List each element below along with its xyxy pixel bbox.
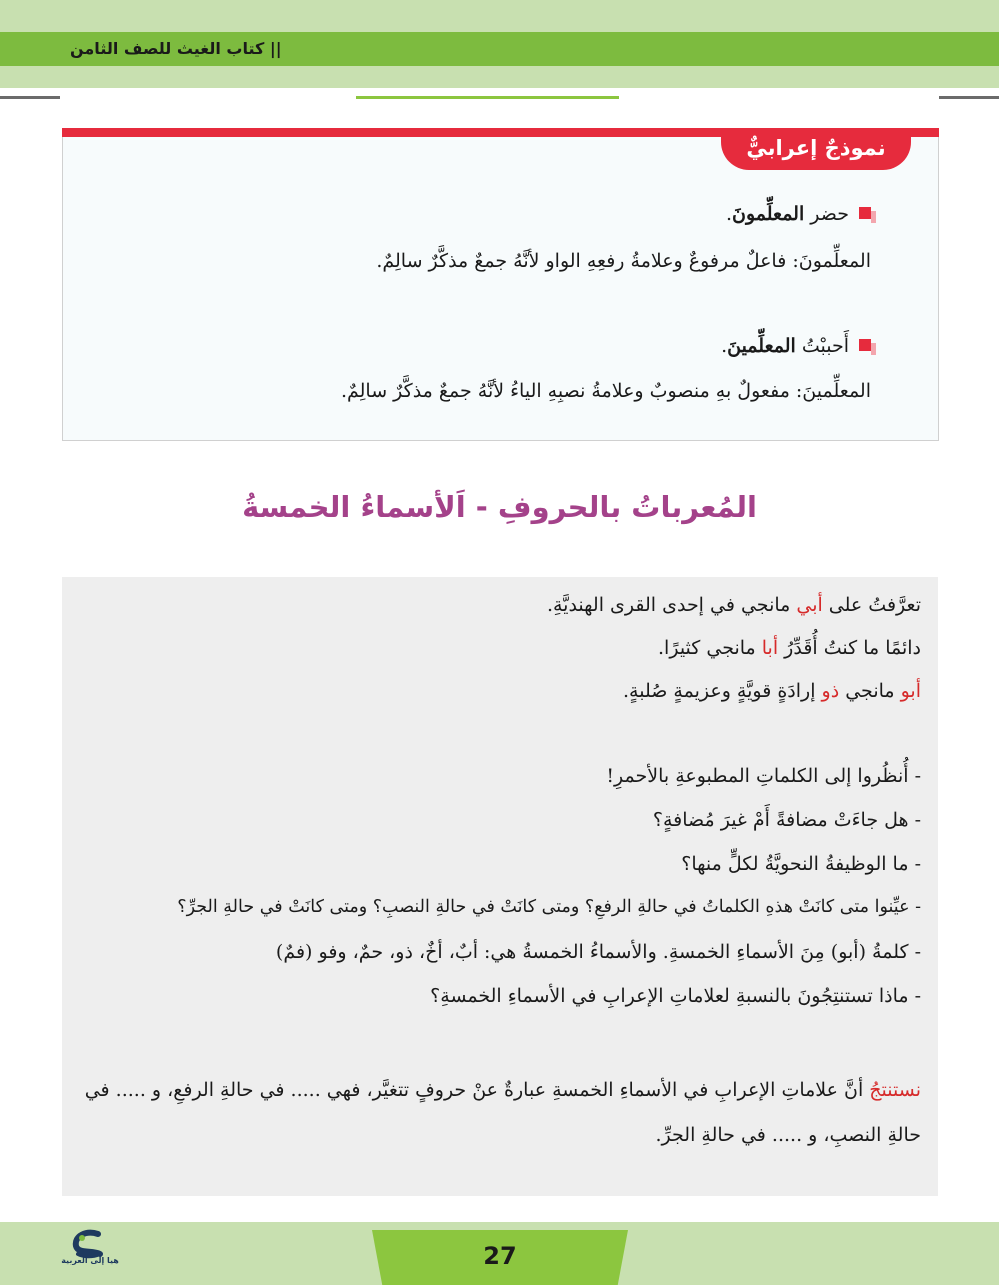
divider-left bbox=[0, 96, 60, 99]
square-bullet-icon bbox=[859, 339, 871, 351]
header-top-band bbox=[0, 0, 999, 32]
section-title: المُعرباتُ بالحروفِ - اَلأسماءُ الخمسةُ bbox=[242, 490, 757, 524]
question-6: - ماذا تستنتِجُونَ بالنسبةِ لعلاماتِ الإعرابِ في الأسماءِ الخمسةِ؟ bbox=[430, 985, 921, 1007]
conclusion-paragraph: نستنتجُ أنَّ علاماتِ الإعرابِ في الأسماءِ الخمسةِ عبارةٌ عنْ حروفٍ تتغيَّر، فهي ..... في حالةِ الرفعِ، و ..... في حالةِ النصبِ، و ..... في حالةِ الجرِّ. bbox=[84, 1079, 921, 1146]
question-3: - ما الوظيفةُ النحويَّةُ لكلٍّ منها؟ bbox=[681, 853, 921, 875]
question-4: - عيِّنوا متى كانَتْ هذهِ الكلماتُ في حالةِ الرفعِ؟ ومتى كانَتْ في حالةِ النصبِ؟ ومتى كانَتْ في حالةِ الجرِّ؟ bbox=[177, 897, 921, 917]
publisher-logo-text: هيا إلى العربية bbox=[61, 1256, 119, 1265]
passage-line-3: أبو مانجي ذو إرادَةٍ قويَّةٍ وعزيمةٍ صُلبةٍ. bbox=[623, 680, 921, 702]
publisher-logo-icon bbox=[60, 1228, 120, 1278]
divider-right bbox=[939, 96, 999, 99]
example-analysis-2: المعلِّمينَ: مفعولٌ بهِ منصوبٌ وعلامةُ نصبِهِ الياءُ لأنَّهُ جمعٌ مذكَّرٌ سالِمٌ. bbox=[340, 380, 871, 402]
divider-center bbox=[356, 96, 619, 99]
question-1: - أُنظُروا إلى الكلماتِ المطبوعةِ بالأحمرِ! bbox=[606, 765, 921, 787]
question-2: - هل جاءَتْ مضافةً أَمْ غيرَ مُضافةٍ؟ bbox=[652, 809, 921, 831]
example-sentence-1: حضر المعلِّمونَ. bbox=[726, 203, 871, 225]
example-sentence-2: أَحببْتُ المعلِّمينَ. bbox=[721, 335, 871, 357]
passage-line-2: دائمًا ما كنتُ أُقَدِّرُ أبا مانجي كثيرًا. bbox=[658, 637, 921, 659]
example-analysis-1: المعلِّمونَ: فاعلٌ مرفوعٌ وعلامةُ رفعِهِ الواو لأنَّهُ جمعٌ مذكَّرٌ سالِمٌ. bbox=[376, 250, 871, 272]
model-tab-label: نموذجٌ إعرابيٌّ bbox=[721, 128, 911, 170]
highlighted-word: المعلِّمينَ bbox=[727, 335, 796, 357]
passage-line-1: تعرَّفتُ على أبي مانجي في إحدى القرى الهنديَّةِ. bbox=[546, 594, 921, 616]
book-title: || كتاب الغيث للصف الثامن bbox=[70, 39, 282, 58]
question-5: - كلمةُ (أبو) مِنَ الأسماءِ الخمسةِ. والأسماءُ الخمسةُ هي: أبٌ، أخٌ، ذو، حمٌ، وفو (فمٌ) bbox=[275, 941, 921, 963]
page-number: 27 bbox=[483, 1242, 517, 1270]
highlighted-word: المعلِّمونَ bbox=[731, 203, 805, 225]
square-bullet-icon bbox=[859, 207, 871, 219]
header-bottom-band bbox=[0, 66, 999, 88]
